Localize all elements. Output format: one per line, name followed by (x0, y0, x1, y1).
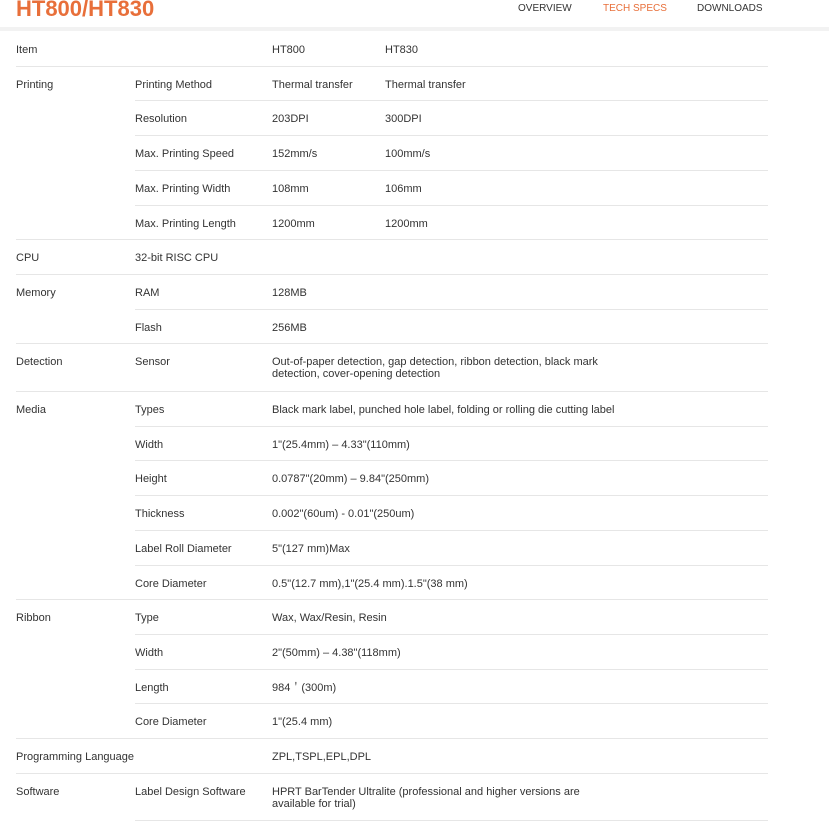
spec-value: 1"(25.4 mm) (272, 716, 333, 728)
table-row (0, 101, 829, 136)
spec-value: ZPL,TSPL,EPL,DPL (272, 751, 372, 763)
spec-value: Out-of-paper detection, gap detection, ribbon detection, black mark detection, cover-opening detection (272, 356, 598, 380)
spec-value-ht800: 108mm (272, 183, 309, 195)
spec-label: Max. Printing Speed (135, 148, 235, 160)
model-header-ht800: HT800 (272, 44, 306, 56)
spec-value-ht800: 203DPI (272, 113, 309, 125)
header-divider (0, 27, 829, 31)
table-row (0, 600, 829, 635)
table-row (0, 67, 829, 101)
spec-label: Resolution (135, 113, 187, 125)
spec-value: HPRT BarTender Ultralite (professional and higher versions are available for trial) (272, 786, 580, 810)
spec-value-ht830: 1200mm (385, 218, 428, 230)
spec-label: Types (135, 404, 165, 416)
spec-value-ht830: Thermal transfer (385, 79, 466, 91)
tab-tech-specs[interactable]: TECH SPECS (603, 3, 667, 14)
table-row (0, 461, 829, 496)
spec-value: 0.5"(12.7 mm),1"(25.4 mm).1.5"(38 mm) (272, 578, 468, 590)
spec-value: 0.002"(60um) - 0.01"(250um) (272, 508, 415, 520)
spec-label: Core Diameter (135, 716, 207, 728)
spec-value: 1"(25.4mm) – 4.33"(110mm) (272, 439, 410, 451)
group-label-memory: Memory (16, 287, 56, 299)
spec-value-ht800: 1200mm (272, 218, 315, 230)
model-header-ht830: HT830 (385, 44, 419, 56)
spec-value: 984＇(300m) (272, 682, 337, 694)
tab-nav (0, 3, 829, 19)
table-row (0, 704, 829, 739)
spec-label: Sensor (135, 356, 170, 368)
spec-value-ht800: 152mm/s (272, 148, 318, 160)
table-row (0, 670, 829, 704)
spec-label: Printing Method (135, 79, 213, 91)
group-label-cpu: CPU (16, 252, 40, 264)
spec-table (0, 32, 829, 821)
group-label-detection: Detection (16, 356, 63, 368)
table-row-item (0, 32, 829, 67)
table-row (0, 774, 829, 821)
spec-value: Wax, Wax/Resin, Resin (272, 612, 387, 624)
table-row (0, 136, 829, 171)
spec-value: 0.0787"(20mm) – 9.84"(250mm) (272, 473, 429, 485)
table-row (0, 566, 829, 600)
spec-label: Label Roll Diameter (135, 543, 232, 555)
tab-downloads[interactable]: DOWNLOADS (697, 3, 763, 14)
table-row (0, 310, 829, 344)
spec-label: Width (135, 439, 164, 451)
item-header-label: Item (16, 44, 38, 56)
spec-label: RAM (135, 287, 160, 299)
spec-label: Core Diameter (135, 578, 207, 590)
spec-label: Length (135, 682, 169, 694)
table-row (0, 739, 829, 774)
group-label-ribbon: Ribbon (16, 612, 51, 624)
spec-label: Thickness (135, 508, 185, 520)
table-row (0, 206, 829, 240)
group-label-media: Media (16, 404, 46, 416)
spec-value: 256MB (272, 322, 307, 334)
table-row (0, 531, 829, 566)
spec-label: Width (135, 647, 164, 659)
spec-value: 5"(127 mm)Max (272, 543, 350, 555)
group-label-software: Software (16, 786, 60, 798)
tab-overview[interactable]: OVERVIEW (518, 3, 572, 14)
spec-value: 32-bit RISC CPU (135, 252, 219, 264)
spec-value-ht830: 106mm (385, 183, 422, 195)
spec-value-ht800: Thermal transfer (272, 79, 353, 91)
table-row (0, 496, 829, 531)
spec-value-ht830: 100mm/s (385, 148, 431, 160)
spec-value: 2"(50mm) – 4.38"(118mm) (272, 647, 401, 659)
group-label-printing: Printing (16, 79, 54, 91)
table-row (0, 344, 829, 392)
spec-label: Flash (135, 322, 162, 334)
table-row (0, 427, 829, 461)
group-label-programming-language: Programming Language (16, 751, 135, 763)
table-row (0, 635, 829, 670)
spec-label: Max. Printing Width (135, 183, 231, 195)
table-row (0, 392, 829, 427)
spec-label: Type (135, 612, 159, 624)
spec-label: Height (135, 473, 167, 485)
table-row (0, 275, 829, 310)
page-title: HT800/HT830 (16, 0, 155, 21)
spec-value-ht830: 300DPI (385, 113, 422, 125)
header (0, 0, 829, 28)
spec-value: 128MB (272, 287, 307, 299)
table-row (0, 171, 829, 206)
spec-value: Black mark label, punched hole label, folding or rolling die cutting label (272, 404, 615, 416)
spec-label: Label Design Software (135, 786, 246, 798)
spec-label: Max. Printing Length (135, 218, 236, 230)
table-row (0, 240, 829, 275)
